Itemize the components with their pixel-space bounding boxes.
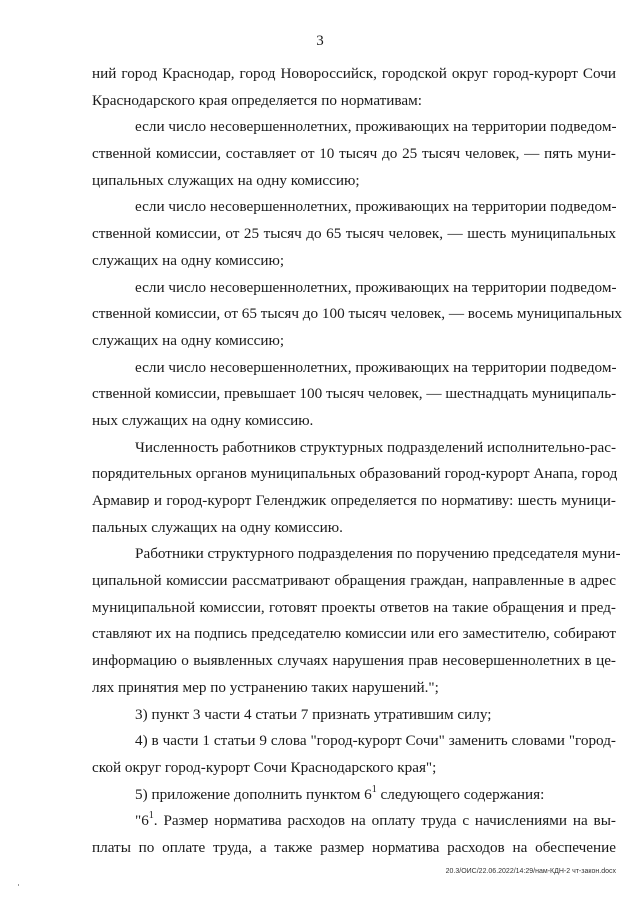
text-line: ственной комиссии, составляет от 10 тысяч до 25 тысяч человек, — пять муни- bbox=[92, 145, 616, 163]
text-line: Работники структурного подразделения по поручению председателя муни- bbox=[135, 545, 621, 563]
line-29-superscript: 1 bbox=[148, 810, 154, 822]
text-line: ний город Краснодар, город Новороссийск, городской округ город-курорт Сочи bbox=[92, 65, 616, 82]
text-line: ципальной комиссии рассматривают обращения граждан, направленные в адрес bbox=[92, 572, 616, 590]
text-line: если число несовершеннолетних, проживающих на территории подведом- bbox=[135, 198, 617, 216]
line-28-after: следующего содержания: bbox=[376, 785, 545, 803]
text-line: ственной комиссии, от 25 тысяч до 65 тысяч человек, — шесть муниципальных bbox=[92, 225, 616, 243]
text-line-28 bbox=[92, 782, 616, 809]
text-line: пальных служащих на одну комиссию. bbox=[92, 518, 343, 536]
text-line-29 bbox=[92, 808, 616, 835]
text-line: если число несовершеннолетних, проживающих на территории подведом- bbox=[135, 118, 617, 136]
text-line: служащих на одну комиссию; bbox=[92, 251, 285, 269]
document-body bbox=[92, 61, 622, 862]
text-line: 4) в части 1 статьи 9 слова "город-курорт Сочи" заменить словами "город- bbox=[135, 732, 616, 750]
text-line: Численность работников структурных подразделений исполнительно-рас- bbox=[135, 438, 617, 456]
line-29-after: . Размер норматива расходов на оплату труда с начислениями на вы- bbox=[153, 812, 616, 830]
text-line: информацию о выявленных случаях нарушения прав несовершеннолетних в це- bbox=[92, 652, 616, 670]
text-line: ных служащих на одну комиссию. bbox=[92, 411, 314, 429]
text-line: ставляют их на подпись председателю комиссии или его заместителю, собирают bbox=[92, 625, 616, 643]
text-line: Армавир и город-курорт Геленджик определяется по нормативу: шесть муници- bbox=[92, 492, 616, 509]
line-28-before: 5) приложение дополнить пунктом 6 bbox=[135, 785, 372, 803]
text-line: ственной комиссии, превышает 100 тысяч человек, — шестнадцать муниципаль- bbox=[92, 385, 617, 403]
margin-mark bbox=[18, 884, 19, 886]
text-line: лях принятия мер по устранению таких нарушений."; bbox=[92, 678, 439, 696]
document-footer: 20.3/ОИС/22.06.2022/14:29/нам-КДН-2 чт-закон.docx bbox=[445, 868, 616, 875]
text-line: если число несовершеннолетних, проживающих на территории подведом- bbox=[135, 358, 617, 376]
text-line: ственной комиссии, от 65 тысяч до 100 тысяч человек, — восемь муниципальных bbox=[92, 305, 622, 323]
text-line: служащих на одну комиссию; bbox=[92, 331, 285, 349]
text-line: ципальных служащих на одну комиссию; bbox=[92, 171, 360, 189]
line-28-superscript: 1 bbox=[371, 783, 377, 795]
text-line-30: платы по оплате труда, а также размер норматива расходов на обеспечение bbox=[92, 838, 616, 856]
text-line: 3) пункт 3 части 4 статьи 7 признать утратившим силу; bbox=[135, 705, 492, 723]
page-number: 3 bbox=[316, 33, 324, 49]
body-lines bbox=[92, 61, 622, 782]
text-line: ской округ город-курорт Сочи Краснодарского края"; bbox=[92, 758, 437, 776]
text-line: порядительных органов муниципальных образований город-курорт Анапа, город bbox=[92, 465, 618, 483]
text-line: Краснодарского края определяется по нормативам: bbox=[92, 91, 422, 109]
text-line: если число несовершеннолетних, проживающих на территории подведом- bbox=[135, 278, 617, 296]
line-29-before: "6 bbox=[135, 812, 149, 830]
text-line: муниципальной комиссии, готовят проекты ответов на такие обращения и пред- bbox=[92, 598, 616, 616]
